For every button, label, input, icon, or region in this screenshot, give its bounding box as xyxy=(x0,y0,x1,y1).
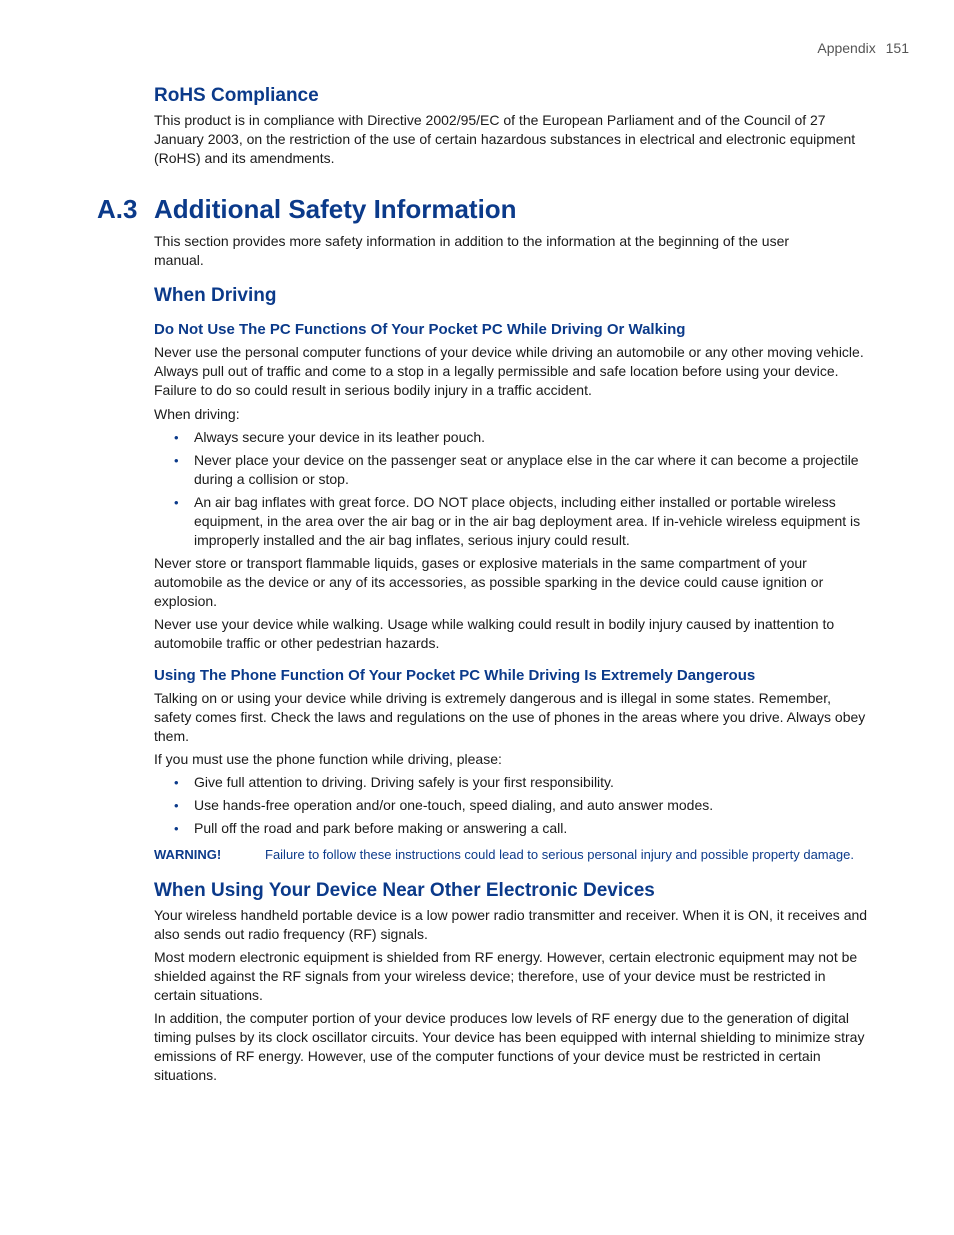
bullet-icon: • xyxy=(174,430,179,445)
page-number: 151 xyxy=(885,40,909,56)
warning-label: WARNING! xyxy=(154,847,222,862)
bullet-icon: • xyxy=(174,798,179,813)
list-item: • Give full attention to driving. Driving safely is your first responsibility. xyxy=(174,774,614,790)
electronic-paragraph-2: Most modern electronic equipment is shielded from RF energy. However, certain electronic equipment may not be shielded against the RF signals from your wireless device; therefore, use of your device must be restricted in certain situations. xyxy=(154,949,858,1003)
chapter-title: Additional Safety Information xyxy=(154,194,517,224)
list-item: • An air bag inflates with great force. DO NOT place objects, including either installed or portable wireless equipment, in the area over the air bag or in the air bag deployment area. If in-vehicle wireless equipment is improperly installed and the air bag inflates, serious injury could result. xyxy=(174,494,861,548)
list-item: • Always secure your device in its leather pouch. xyxy=(174,429,486,445)
chapter-number: A.3 xyxy=(97,194,138,224)
warning-text: Failure to follow these instructions could lead to serious personal injury and possible property damage. xyxy=(265,847,854,862)
walking-paragraph: Never use your device while walking. Usage while walking could result in bodily injury caused by inattention to automobile traffic or other pedestrian hazards. xyxy=(154,616,835,651)
bullet-icon: • xyxy=(174,775,179,790)
rohs-heading: RoHS Compliance xyxy=(154,85,319,106)
phone-lead: If you must use the phone function while driving, please: xyxy=(154,751,502,767)
electronic-paragraph-1: Your wireless handheld portable device is a low power radio transmitter and receiver. When it is ON, it receives and also sends out radio frequency (RF) signals. xyxy=(154,907,868,942)
list-item: • Pull off the road and park before making or answering a call. xyxy=(174,820,568,836)
bullet-icon: • xyxy=(174,821,179,836)
header-section: Appendix xyxy=(817,40,876,56)
bullet-icon: • xyxy=(174,453,179,468)
rohs-body: This product is in compliance with Directive 2002/95/EC of the European Parliament and of the Council of 27 January 2003, on the restriction of the use of certain hazardous substances in electrical and electronic equipment (RoHS) and its amendments. xyxy=(154,112,856,166)
driving-heading: When Driving xyxy=(154,285,277,306)
list-item: • Never place your device on the passenger seat or anyplace else in the car where it can become a projectile during a collision or stop. xyxy=(174,452,859,487)
phone-function-heading: Using The Phone Function Of Your Pocket PC While Driving Is Extremely Dangerous xyxy=(154,667,756,684)
warning-note xyxy=(154,846,868,864)
phone-function-paragraph: Talking on or using your device while driving is extremely dangerous and is illegal in some states. Remember, safety comes first. Check the laws and regulations on the use of phones in the areas where you drive. Always obey them. xyxy=(154,690,866,744)
page-content xyxy=(97,84,868,1085)
flammable-paragraph: Never store or transport flammable liquids, gases or explosive materials in the same compartment of your automobile as the device or any of its accessories, as possible sparking in the device could cause ignition or explosion. xyxy=(154,555,824,609)
bullet-icon: • xyxy=(174,495,179,510)
electronic-paragraph-3: In addition, the computer portion of your device produces low levels of RF energy due to the generation of digital timing pulses by its clock oscillator circuits. Your device has been equipped with internal shielding to minimize stray emissions of RF energy. However, use of the computer functions of your device must be restricted in certain situations. xyxy=(154,1010,865,1083)
pc-functions-paragraph: Never use the personal computer functions of your device while driving an automobile or any other moving vehicle. Always pull out of traffic and come to a stop in a legally permissible and safe location before using your device. Failure to do so could result in serious bodily injury in a traffic accident. xyxy=(154,344,864,398)
when-driving-lead: When driving: xyxy=(154,406,240,422)
electronic-devices-heading: When Using Your Device Near Other Electronic Devices xyxy=(154,880,655,901)
chapter-heading xyxy=(97,193,868,225)
phone-bullet-list xyxy=(154,773,868,838)
driving-bullet-list xyxy=(154,428,868,550)
list-item: • Use hands-free operation and/or one-touch, speed dialing, and auto answer modes. xyxy=(174,797,714,813)
pc-functions-heading: Do Not Use The PC Functions Of Your Pocket PC While Driving Or Walking xyxy=(154,321,686,338)
page-header xyxy=(817,40,909,56)
chapter-intro: This section provides more safety information in addition to the information at the beginning of the user manual. xyxy=(154,233,790,268)
